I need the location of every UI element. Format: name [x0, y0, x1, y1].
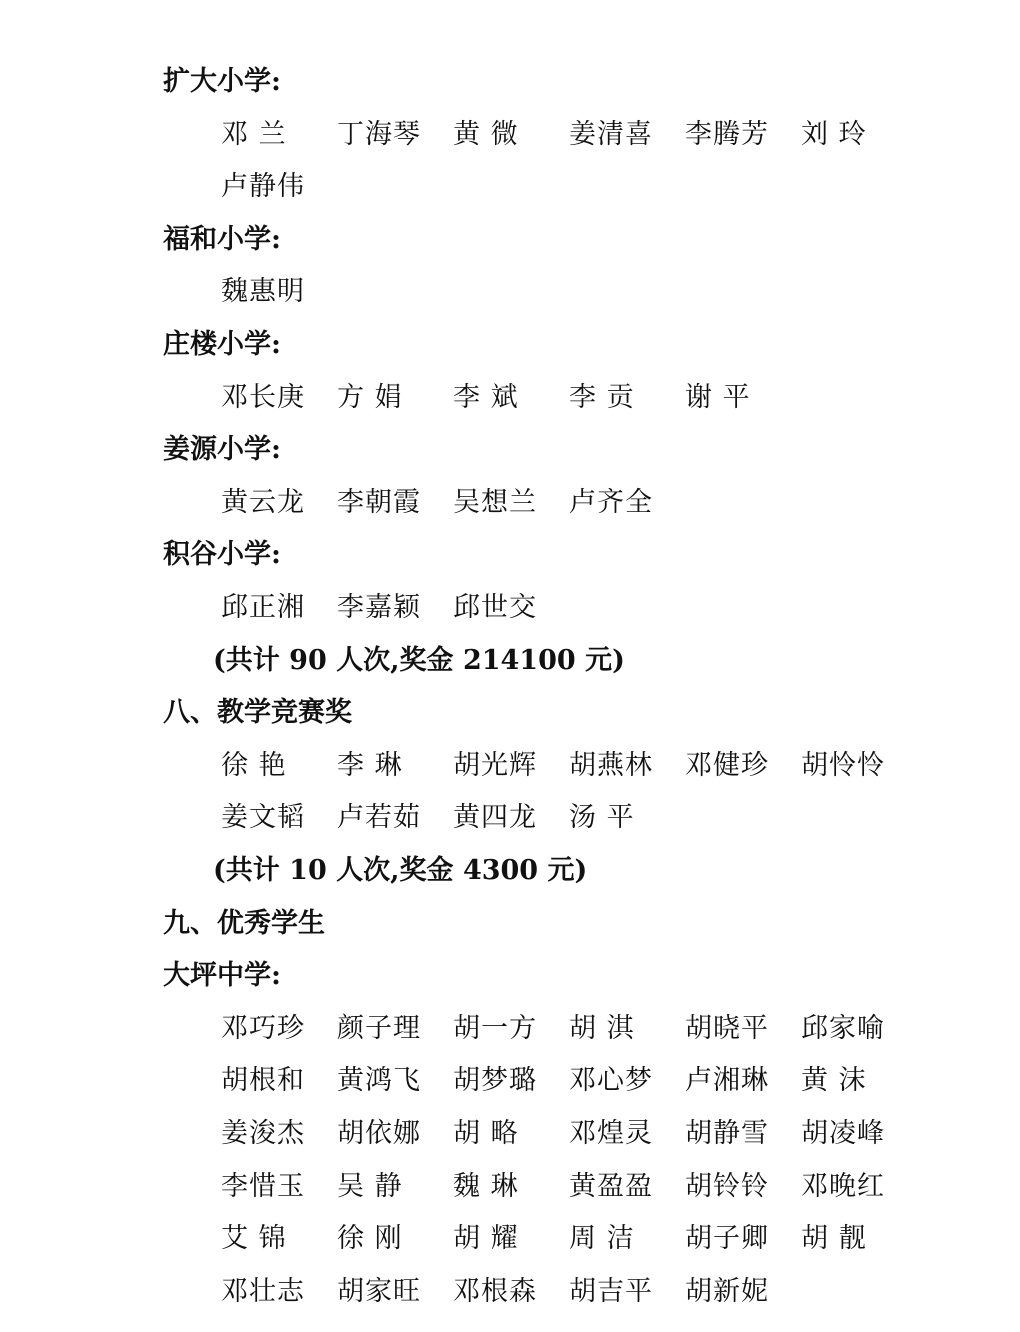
- name-row: [0, 266, 1020, 318]
- person-name: 黄 微: [453, 118, 519, 150]
- name-row: [0, 477, 1020, 529]
- person-name: 李嘉颖: [337, 592, 421, 623]
- person-name: 邓健珍: [685, 749, 769, 781]
- person-name: 卢若茹: [337, 802, 421, 834]
- section-heading: 福和小学:: [163, 223, 281, 255]
- award-total-note: (共计 90 人次,奖金 214100 元): [213, 644, 625, 676]
- section-heading: 庄楼小学:: [163, 329, 281, 360]
- person-name: 胡 靓: [801, 1223, 867, 1255]
- person-name: 黄盈盈: [569, 1170, 653, 1202]
- person-name: 李腾芳: [685, 118, 769, 150]
- person-name: 邓晚红: [801, 1170, 885, 1202]
- person-name: 邓根森: [453, 1275, 537, 1307]
- name-row: [0, 1055, 1020, 1107]
- person-name: 周 洁: [569, 1223, 635, 1255]
- person-name: 姜文韬: [221, 802, 305, 834]
- person-name: 邓煌灵: [569, 1118, 653, 1149]
- person-name: 胡子卿: [685, 1223, 769, 1255]
- person-name: 胡新妮: [685, 1275, 769, 1307]
- person-name: 方 娟: [337, 381, 403, 413]
- person-name: 徐 艳: [221, 749, 287, 781]
- person-name: 邱家喻: [801, 1012, 885, 1044]
- person-name: 邓壮志: [221, 1275, 305, 1307]
- person-name: 胡 略: [453, 1118, 519, 1149]
- person-name: 艾 锦: [221, 1223, 287, 1255]
- person-name: 姜清喜: [569, 118, 653, 150]
- section-heading: 积谷小学:: [163, 539, 281, 571]
- name-row: [0, 109, 1020, 161]
- section-heading: 姜源小学:: [163, 434, 281, 466]
- name-row: [0, 372, 1020, 424]
- person-name: 胡依娜: [337, 1118, 421, 1149]
- person-name: 李惜玉: [221, 1170, 305, 1202]
- name-row: [0, 740, 1020, 792]
- name-row: [0, 792, 1020, 844]
- person-name: 李朝霞: [337, 486, 421, 518]
- section-heading: 九、优秀学生: [163, 907, 325, 939]
- person-name: 胡吉平: [569, 1275, 653, 1307]
- person-name: 黄四龙: [453, 802, 537, 834]
- name-row: [0, 582, 1020, 634]
- person-name: 李 琳: [337, 749, 403, 781]
- person-name: 胡静雪: [685, 1118, 769, 1149]
- person-name: 胡光辉: [453, 749, 537, 781]
- person-name: 黄云龙: [221, 486, 305, 518]
- person-name: 胡根和: [221, 1065, 305, 1097]
- person-name: 邓长庚: [221, 381, 305, 413]
- person-name: 胡燕林: [569, 749, 653, 781]
- person-name: 颜子理: [337, 1012, 421, 1044]
- person-name: 丁海琴: [337, 118, 421, 150]
- person-name: 李 斌: [453, 381, 519, 413]
- person-name: 胡 淇: [569, 1012, 635, 1044]
- person-name: 邱世交: [453, 592, 537, 623]
- person-name: 卢湘琳: [685, 1065, 769, 1097]
- person-name: 邓心梦: [569, 1065, 653, 1097]
- person-name: 邓 兰: [221, 118, 287, 150]
- name-row: [0, 1266, 1020, 1318]
- person-name: 汤 平: [569, 802, 635, 834]
- person-name: 黄鸿飞: [337, 1065, 421, 1097]
- person-name: 胡家旺: [337, 1275, 421, 1307]
- section-heading: 扩大小学:: [163, 66, 281, 97]
- person-name: 胡梦璐: [453, 1065, 537, 1097]
- person-name: 姜浚杰: [221, 1118, 305, 1149]
- person-name: 邱正湘: [221, 592, 305, 623]
- person-name: 胡凌峰: [801, 1118, 885, 1149]
- person-name: 魏惠明: [221, 276, 305, 308]
- person-name: 胡一方: [453, 1012, 537, 1044]
- name-row: [0, 1108, 1020, 1160]
- section-heading: 八、教学竞赛奖: [163, 697, 352, 729]
- person-name: 胡怜怜: [801, 749, 885, 781]
- name-row: [0, 1213, 1020, 1265]
- name-row: [0, 161, 1020, 213]
- person-name: 吴想兰: [453, 486, 537, 518]
- person-name: 胡铃铃: [685, 1170, 769, 1202]
- person-name: 邓巧珍: [221, 1012, 305, 1044]
- person-name: 吴 静: [337, 1170, 403, 1202]
- person-name: 徐 刚: [337, 1223, 403, 1255]
- person-name: 谢 平: [685, 381, 751, 413]
- award-total-note: (共计 10 人次,奖金 4300 元): [213, 855, 588, 886]
- name-row: [0, 1161, 1020, 1213]
- person-name: 卢静伟: [221, 171, 305, 203]
- person-name: 胡 耀: [453, 1223, 519, 1255]
- person-name: 卢齐全: [569, 486, 653, 518]
- person-name: 胡晓平: [685, 1012, 769, 1044]
- name-row: [0, 1003, 1020, 1055]
- person-name: 李 贡: [569, 381, 635, 413]
- section-heading: 大坪中学:: [163, 960, 281, 992]
- person-name: 刘 玲: [801, 118, 867, 150]
- person-name: 黄 沫: [801, 1065, 867, 1097]
- person-name: 魏 琳: [453, 1170, 519, 1202]
